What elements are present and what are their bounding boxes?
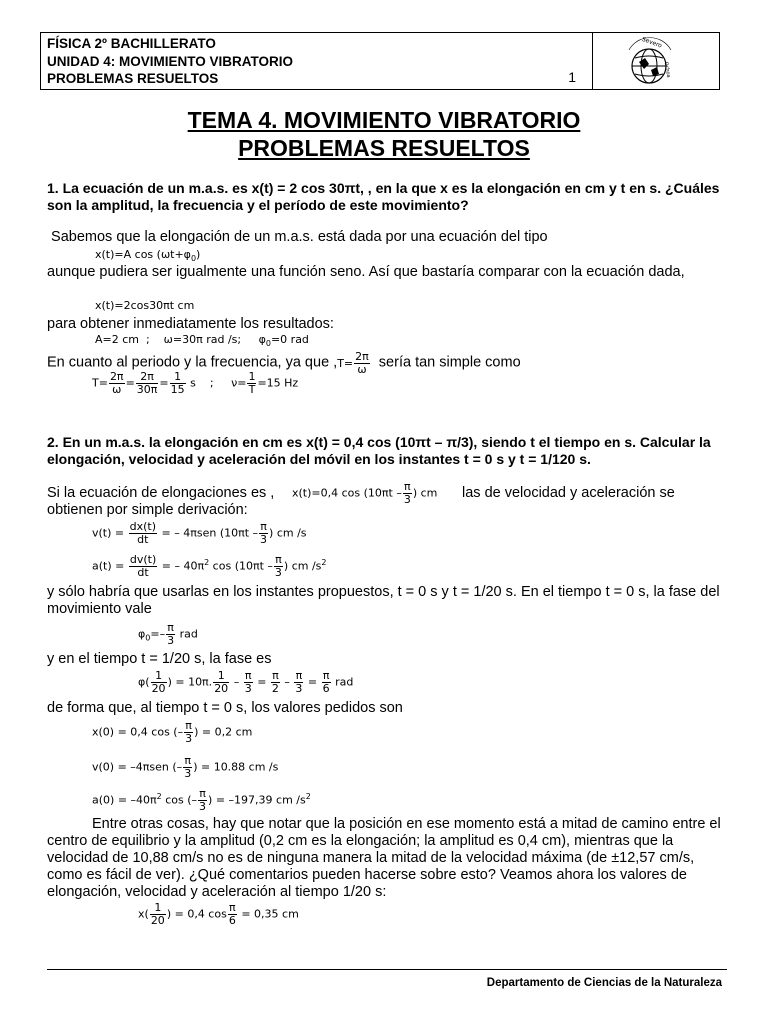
- equation-x-t: x(t)=0,4 cos (10πt – $\frac{\pi}{3}$ ) cm: [292, 480, 438, 506]
- equation-phase-0: $\varphi_0=-$ $\frac{\pi}{3}$ rad: [138, 621, 198, 647]
- equation-a-0: $a(0) = -40\pi^2$ cos (– $\frac{\pi}{3}$ ) = –197,39 cm $/s^2$: [92, 787, 311, 813]
- equation-v-0: v(0) = –4πsen (– $\frac{\pi}{3}$ ) = 10.88 cm /s: [92, 754, 279, 780]
- school-logo: [625, 36, 677, 88]
- equation-phase-1-20: φ( $\frac{1}{20}$ ) = 10π. $\frac{1}{20}$ – $\frac{\pi}{3}$ = $\frac{\pi}{2}$ – $\frac{\pi}{3}$ = $\frac{\pi}{6}$ rad: [138, 669, 354, 695]
- problem-1-text-4: En cuanto al periodo y la frecuencia, ya que ,T= $\frac{2\pi}{\omega}$ sería tan simple como: [47, 350, 521, 376]
- svg-text:Severo: Severo: [640, 36, 663, 50]
- header-unit: UNIDAD 4: MOVIMIENTO VIBRATORIO: [47, 53, 294, 69]
- equation-results: A=2 cm ; ω=30π rad /s; $\varphi_0=0$ rad: [95, 333, 309, 349]
- equation-period-def: T= $\frac{2\pi}{\omega}$: [337, 350, 369, 376]
- header-text-cell: [41, 33, 593, 89]
- problem-2-text-3: y en el tiempo t = 1/20 s, la fase es: [47, 651, 272, 667]
- page-number: 1: [568, 69, 576, 85]
- problem-2-text-1b-flow: las de velocidad y aceleración se obtienen por simple derivación:: [47, 485, 675, 518]
- header-section: PROBLEMAS RESUELTOS: [47, 71, 219, 86]
- problem-2-text-1a: Si la ecuación de elongaciones es ,: [47, 485, 275, 501]
- problem-2-text-2: y sólo habría que usarlas en los instantes propuestos, t = 0 s y t = 1/20 s. En el tiempo t = 0 s, la fase del movimiento vale: [47, 584, 720, 617]
- svg-text:Ochoa: Ochoa: [662, 61, 672, 79]
- problem-2-text-5: Entre otras cosas, hay que notar que la posición en ese momento está a mitad de camino entre el centro de equilibrio y la amplitud (0,2 cm es la elongación; la amplitud es 0,4 cm), mientras que la velocidad de 10,88 cm/s no es de ninguna manera la mitad de la velocidad máxima (de ±12,57 cm/s, como es fácil de ver). ¿Qué comentarios pueden hacerse sobre esto? Veamos ahora los valores de elongación, velocidad y aceleración al tiempo 1/20 s:: [47, 816, 721, 900]
- equation-x-1-20: x( $\frac{1}{20}$ ) = 0,4 cos $\frac{\pi}{6}$ = 0,35 cm: [138, 901, 299, 927]
- problem-1-intro: Sabemos que la elongación de un m.a.s. está dada por una ecuación del tipo: [47, 229, 548, 245]
- problem-2-text-4: de forma que, al tiempo t = 0 s, los valores pedidos son: [47, 700, 403, 716]
- problem-1-text-2: aunque pudiera ser igualmente una función seno. Así que bastaría comparar con la ecuación dada,: [47, 264, 685, 280]
- equation-period-frequency: T= $\frac{2\pi}{\omega}$ = $\frac{2\pi}{30\pi}$ = $\frac{1}{15}$ s ; ν= $\frac{1}{T}$ =15 Hz: [92, 370, 299, 396]
- equation-general-mas: x(t)=A $\cos (\omega t+\varphi_0)$: [95, 248, 201, 264]
- page-title-line1: TEMA 4. MOVIMIENTO VIBRATORIO: [187, 107, 581, 133]
- equation-given: x(t)=2cos30πt cm: [95, 299, 195, 312]
- page-title-line2: PROBLEMAS RESUELTOS: [238, 135, 530, 161]
- problem-1-text-3: para obtener inmediatamente los resultados:: [47, 316, 334, 332]
- header-course: FÍSICA 2º BACHILLERATO: [47, 36, 216, 51]
- equation-acceleration: a(t) = $\frac{dv(t)}{dt}$ = – $40\pi^2$ cos (10πt – $\frac{\pi}{3}$ ) cm $/s^2$: [92, 553, 327, 579]
- problem-1-statement: 1. La ecuación de un m.a.s. es x(t) = 2 cos 30πt, , en la que x es la elongación en cm y t en s. ¿Cuáles son la amplitud, la frecuencia y el período de este movimiento?: [47, 180, 720, 213]
- footer-divider: [47, 969, 727, 970]
- equation-x-0: x(0) = 0,4 cos (– $\frac{\pi}{3}$ ) = 0,2 cm: [92, 719, 253, 745]
- equation-velocity: v(t) = $\frac{dx(t)}{dt}$ = – 4πsen (10πt – $\frac{\pi}{3}$ ) cm /s: [92, 520, 307, 546]
- footer-department: Departamento de Ciencias de la Naturaleza: [486, 977, 722, 989]
- document-header: [40, 32, 720, 90]
- problem-2-statement: 2. En un m.a.s. la elongación en cm es x(t) = 0,4 cos (10πt – π/3), siendo t el tiempo en s. Calcular la elongación, velocidad y aceleración del móvil en los instantes t = 0 s y t = 1/120 s.: [47, 434, 711, 467]
